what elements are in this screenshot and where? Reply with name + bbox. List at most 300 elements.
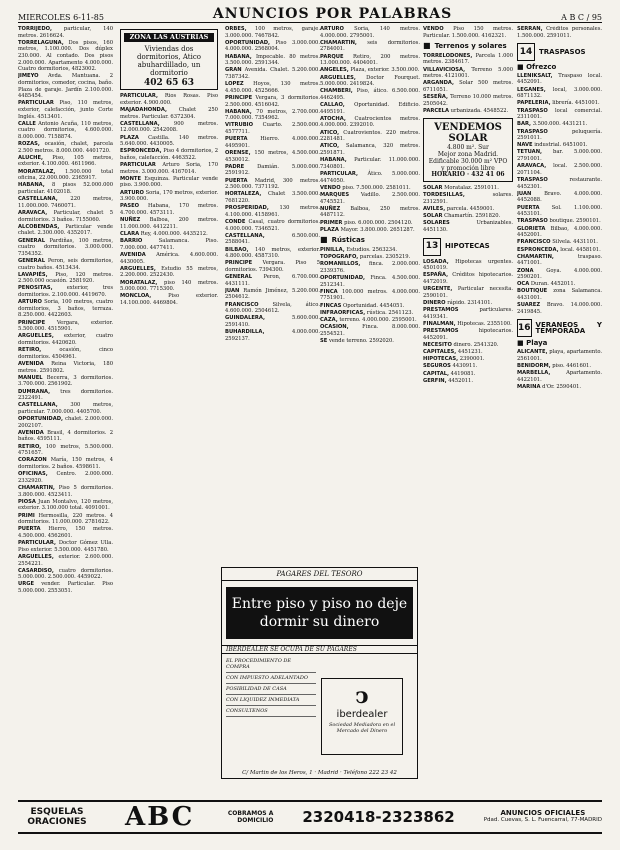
ad-keyword: CASTELLANA, xyxy=(18,402,58,409)
ad-keyword: ATOCHA, xyxy=(320,115,346,122)
ad-text: 220 metros, 11.000.000. 7460071. xyxy=(18,196,113,209)
ad-text: exterior, tres dormitorios. 2.100.000. 4419670. xyxy=(18,285,113,299)
ad-keyword: PARTICULAR xyxy=(120,162,156,169)
ad-keyword: CLARA xyxy=(120,231,140,237)
ad-text: Soria, 170 metros, exterior. 3.900.000. xyxy=(120,189,218,203)
ad-keyword: PRESTAMOS xyxy=(423,328,459,335)
ad-keyword: HIPOTECAS, xyxy=(423,356,459,363)
ad-keyword: BARRIO xyxy=(120,238,143,245)
solar-phone: HORARIO · 432 41 06 xyxy=(431,170,505,178)
classified-ad xyxy=(225,260,320,273)
ad-keyword: PRINCIPE xyxy=(225,260,253,267)
ad-text: Habana, 170 metros. 4.700.000. 4573111. xyxy=(120,203,218,217)
bottom-banner xyxy=(18,800,602,834)
ad-keyword: GERFIN, xyxy=(423,377,447,384)
classified-ad xyxy=(120,231,218,238)
ad-text: Goya. 4.000.000. 2590201. xyxy=(517,267,602,281)
pagares-list xyxy=(226,656,316,717)
classified-ad xyxy=(18,554,113,567)
playa-heading: ■ Playa xyxy=(517,339,548,348)
ad-text: Piso, 105 metros, exterior. 4.100.000. 4611966. xyxy=(18,154,113,168)
classified-ad xyxy=(120,190,218,203)
classified-ad xyxy=(320,317,420,324)
ad-keyword: PLAZA xyxy=(320,226,339,233)
classified-ad xyxy=(320,143,420,156)
ad-text: Chalet 250 metros. Particular. 6372304. xyxy=(120,106,218,120)
classified-ad xyxy=(517,163,602,176)
ad-text: 1.500.000 total oficina, 22.000.000. 2365917. xyxy=(18,168,113,182)
ad-text: local. 2.500.000. 2071104. xyxy=(517,163,602,176)
classified-ad xyxy=(225,164,320,177)
ad-keyword: CASTELLANA, xyxy=(18,196,58,203)
ad-text: Piso, 120 metros. 2.500.000 ocasión. 2581920. xyxy=(18,271,113,285)
ad-keyword: FINALMAN, xyxy=(423,320,456,327)
ad-keyword: RETIRO, xyxy=(18,443,42,450)
ad-text: industrial. 6451001. xyxy=(534,142,588,149)
classified-ad xyxy=(517,149,602,162)
ad-text: Mayor. 3.800.000. 2651287. xyxy=(340,226,415,233)
solar-line2: Mejor zona Madrid. xyxy=(437,150,499,158)
classified-ad xyxy=(120,121,218,134)
classified-ad xyxy=(320,247,420,254)
ad-text: Silvela. 4431101. xyxy=(552,239,598,246)
classified-ad xyxy=(517,205,602,218)
ad-text: 2390001. xyxy=(459,356,485,363)
ad-text: zona Salamanca. 4431001. xyxy=(517,288,602,302)
ad-text: Arturo Soria, 170 metros. 3.000.000. 4167014. xyxy=(120,162,218,175)
ad-text: Apartamento. 4422101. xyxy=(517,370,602,383)
ad-text: Juan Montalvo, 120 metros, exterior. 3.100.000 total. 4091001. xyxy=(18,498,113,512)
classified-ad xyxy=(517,384,602,391)
ad-text: ocasión, chalet, parcela 2.500 metros. 8.000.000. 4401720. xyxy=(18,141,113,154)
ad-text: Reina Victoria, 180 metros. 2591802. xyxy=(18,360,113,374)
ad-text: Madrid, 300 metros. 2.500.000. 7371192. xyxy=(225,177,320,191)
list-item: CON IMPUESTO ADELANTADO xyxy=(226,673,316,684)
ad-text: boutique. 2590101. xyxy=(549,218,601,225)
classified-ad xyxy=(18,375,113,388)
ad-text: Oportunidad. 4454051. xyxy=(343,302,405,309)
classified-ad xyxy=(18,299,113,319)
classified-ad xyxy=(18,444,113,457)
ad-text: 100.000 metros. 4.000.000. 7751901. xyxy=(320,288,420,302)
ad-text: Vergara, 3 dormitorios. 2.500.000. 4516042. xyxy=(225,94,320,108)
pagares-ad xyxy=(221,567,418,779)
classified-ad xyxy=(120,93,218,106)
ad-text: Cuatrocientos metros. 4.000.000. 2392010. xyxy=(320,115,420,129)
ad-text: Piso 150 metros. Particular. 1.500.000. 4162321. xyxy=(423,26,513,39)
ad-text: particular, 140 metros. 2616624. xyxy=(18,26,113,39)
classified-ad xyxy=(517,26,602,39)
ad-keyword: ARTURO xyxy=(18,299,42,306)
classified-ad xyxy=(18,513,113,526)
classified-ad xyxy=(18,568,113,581)
ad-text: local, 3.000.000. 6871132. xyxy=(517,86,602,100)
ad-text: 4451231. xyxy=(457,349,483,356)
ad-text: Doctor Fourquet. 5.000.000. 2419824. xyxy=(320,74,420,88)
ad-keyword: LOSADA, xyxy=(423,258,449,265)
ad-text: Brasil, 4 dormitorios. 2 baños. 4595111. xyxy=(18,429,113,443)
banner-phone: 2320418-2323862 xyxy=(302,808,455,826)
ad-keyword: RETIRO, xyxy=(18,347,42,354)
ad-keyword: LEGANES, xyxy=(517,86,546,93)
ad-text: 300 metros, particular. 7.000.000. 4405700. xyxy=(18,402,113,415)
ad-text: María, 150 metros, 4 dormitorios. 2 baños. 4598611. xyxy=(18,457,113,471)
ad-text: Terreno 5.000 metros. 4121001. xyxy=(423,66,513,80)
classified-ad xyxy=(423,206,513,213)
ad-keyword: VENDO xyxy=(423,26,444,32)
ad-keyword: CALLAO, xyxy=(320,102,345,109)
ad-keyword: ALUCHE, xyxy=(18,154,44,161)
classified-ad xyxy=(18,100,113,120)
ad-text: 900 metros. 12.000.000. 2542008. xyxy=(120,120,218,134)
ad-keyword: PRINCIPE xyxy=(225,94,253,101)
classified-ad xyxy=(517,363,602,370)
ad-text: urbanizada. 4548522. xyxy=(450,107,509,114)
ad-text: América. 4.600.000. 4430005. xyxy=(120,251,218,265)
column-3 xyxy=(225,26,320,566)
ad-keyword: PRIMER xyxy=(320,219,343,226)
ad-keyword: VILLAVICIOSA, xyxy=(423,66,466,73)
hipotecas-title: HIPOTECAS xyxy=(445,242,490,251)
classified-ad xyxy=(320,75,420,88)
ad-keyword: FINCA xyxy=(320,288,338,295)
ad-text: cuatro dormitorios. 5.000.000. 2.500.000. 4459022. xyxy=(18,567,113,581)
classified-ad xyxy=(18,361,113,374)
ad-text: Estudios. 2563234. xyxy=(346,246,398,253)
classified-ad xyxy=(517,268,602,281)
ad-text: vender. Particular. Piso 5.000.000. 2553051. xyxy=(18,581,113,595)
ad-text: chalet. 2.000.000. 2002107. xyxy=(18,416,113,429)
ad-keyword: PINILLA, xyxy=(320,246,345,253)
ad-keyword: ATICO, xyxy=(320,129,340,136)
ad-keyword: INFRAORFICAS, xyxy=(320,309,366,316)
ad-keyword: CALLE xyxy=(18,120,36,127)
list-item: CONSULTENOS xyxy=(226,706,316,717)
ad-keyword: BENIDORM, xyxy=(517,362,551,369)
classified-ad xyxy=(423,349,513,356)
ad-text: Oportunidad. Edificio. 4495191. xyxy=(320,102,420,115)
classified-ad xyxy=(225,191,320,204)
classified-ad xyxy=(517,239,602,246)
ad-text: Plaza, exterior. 3.500.000. xyxy=(350,67,420,74)
ad-text: traspaso. 4471001. xyxy=(517,253,602,267)
rusticas-section xyxy=(320,237,420,244)
ad-text: ocasión, cinco dormitorios. 4504961. xyxy=(18,347,113,360)
ad-text: Particular vende chalet. 2.300.000. 4352017. xyxy=(18,223,113,237)
ad-keyword: MORATALAZ, xyxy=(18,168,56,175)
ad-keyword: NUÑEZ xyxy=(120,217,141,224)
hipotecas-section xyxy=(423,238,513,256)
classified-ad xyxy=(120,148,218,161)
ad-title: ZONA LAS AUSTRIAS xyxy=(124,33,214,42)
ad-keyword: MARINA xyxy=(517,383,541,390)
classified-ad xyxy=(320,227,420,234)
ad-text: 100 metros, garaje. 3.000.000. 7467842. xyxy=(225,26,320,39)
ad-text: Hierro, 150 metros. 4.500.000. 4562601. xyxy=(18,526,113,539)
ad-text: 5.600.000. 2591410. xyxy=(225,315,320,328)
ad-text: 8 pisos 52.000.000 particular. 4102018. xyxy=(18,182,113,195)
ad-keyword: TORRELAGUNA, xyxy=(18,39,64,46)
classified-ad xyxy=(18,40,113,73)
ad-text: Estudio 55 metros, 2.200.000. 2522430. xyxy=(120,265,218,279)
classified-ad xyxy=(517,349,602,362)
ad-text: Moratalaz. 2591011. xyxy=(444,185,499,192)
classified-ad xyxy=(517,142,602,149)
hipotecas-number: 13 xyxy=(423,238,441,256)
logo-sub: Sociedad Mediadora en el Mercado del Dinero xyxy=(328,722,396,734)
classified-ad xyxy=(120,203,218,216)
classified-ad xyxy=(423,378,513,385)
ad-keyword: ARGUELLES, xyxy=(18,553,54,560)
ad-keyword: OPORTUNIDAD, xyxy=(320,275,366,282)
classified-ad xyxy=(225,302,320,315)
ad-keyword: OFICINAS, xyxy=(18,471,48,478)
ad-keyword: CHAMARTIN, xyxy=(517,253,554,260)
ad-text: seis dormitorios. 2784001. xyxy=(320,39,420,53)
ad-text: 100 metros, 5.500.000. 4751657. xyxy=(18,443,113,457)
solar-line3: Edificable 30.000 m² VPO y promoción libre xyxy=(428,157,508,172)
classified-ad xyxy=(225,288,320,301)
classified-ad xyxy=(225,205,320,218)
ad-text: Vergara. Piso 5 dormitorios. 7394300. xyxy=(225,260,320,273)
ad-text: 140 metros, exterior. 4.800.000. 4587310. xyxy=(225,246,320,260)
ad-keyword: PARTICULAR, xyxy=(320,171,358,177)
ad-keyword: MORATALAZ, xyxy=(120,279,158,286)
classified-ad xyxy=(225,67,320,80)
ad-keyword: PARQUE xyxy=(320,53,344,60)
ad-keyword: JUAN xyxy=(517,190,532,197)
ad-text: parcelas. 2305219. xyxy=(359,254,411,261)
ad-text: Bravo. 14.000.000. 2419845. xyxy=(517,302,602,315)
ad-keyword: NAVE xyxy=(517,142,533,149)
ad-text: vende terreno. 2592020. xyxy=(328,337,394,344)
ad-text: 6.500.000. 2588041. xyxy=(225,232,320,246)
ad-text: 4452011. xyxy=(448,377,474,384)
ad-keyword: ROZAS, xyxy=(18,141,40,148)
ad-text: Piso exterior. 14.100.000. 4469804. xyxy=(120,293,218,306)
pagares-footer: C/ Martin de los Heros, 1 · Madrid · Teléfono 222 23 42 xyxy=(242,770,397,776)
ad-keyword: ZONA xyxy=(517,267,534,274)
pagares-headline: Entre piso y piso no deje dormir su dinero xyxy=(226,587,413,639)
ad-text: Solar 500 metros. 6711051. xyxy=(423,80,513,93)
classified-ad xyxy=(18,272,113,285)
ad-keyword: CASARDISO, xyxy=(18,567,54,574)
classified-ad xyxy=(320,171,420,184)
page-title: ANUNCIOS POR PALABRAS xyxy=(212,6,453,22)
ad-keyword: BAR, xyxy=(517,121,532,128)
ad-text: Duran. 4452011. xyxy=(530,281,576,288)
ad-text: Chalet 3.500.000. 7681220. xyxy=(225,191,320,204)
classified-ad xyxy=(517,177,602,190)
classified-ad xyxy=(423,192,513,205)
classified-ad xyxy=(423,94,513,107)
ad-text: Becerra, 3 dormitorios. 3.700.000. 2561902. xyxy=(18,374,113,388)
ad-keyword: ALCOBENDAS, xyxy=(18,223,60,230)
page-header xyxy=(18,0,602,23)
classified-ad xyxy=(517,281,602,288)
ad-keyword: PROSPERIDAD, xyxy=(225,205,269,212)
classified-ad xyxy=(517,218,602,225)
ad-text: dinero. 2541320. xyxy=(453,341,499,348)
ad-keyword: PLAZA xyxy=(120,134,139,141)
classified-ad xyxy=(18,238,113,258)
column-2 xyxy=(120,26,218,566)
ad-keyword: GENERAL xyxy=(18,237,46,244)
ad-text: Particular necesita. 2590101. xyxy=(423,286,513,299)
ad-text: Hermosilla, 220 metros. 4 dormitorios. 11.000.000. 2781622. xyxy=(18,512,113,526)
ad-keyword: FRANCISCO xyxy=(517,239,551,246)
ad-text: finca. 2.000.000. 2339376. xyxy=(320,261,420,274)
ad-text: Casal, cuatro dormitorios. 4.000.000. 7346521. xyxy=(225,218,320,232)
ad-keyword: ARTURO xyxy=(120,189,144,196)
ad-text: Peron, seis dormitorios, cuatro baños. 4513434. xyxy=(18,257,113,271)
ad-keyword: ORBES, xyxy=(225,26,247,32)
classified-ad xyxy=(225,247,320,260)
ad-keyword: PADRE xyxy=(225,163,245,170)
ad-text: Esquinza. Particular vende piso. 3.900.000. xyxy=(120,175,218,189)
ad-text: Piso 5 dormitorios. 3.800.000. 4523411. xyxy=(18,485,113,498)
ad-keyword: GUINDALERA, xyxy=(225,315,265,322)
ad-keyword: SOLAR xyxy=(423,213,443,220)
classified-ad xyxy=(120,238,218,251)
ad-keyword: PENOSITAS, xyxy=(18,285,53,292)
ad-text: 3.500.000. 4431211. xyxy=(532,121,588,128)
ad-keyword: PUERTA xyxy=(225,136,248,143)
classified-ad xyxy=(517,370,602,383)
ad-text: playa, apartamento. 2561001. xyxy=(517,349,602,362)
ad-text: Castilla. 140 metros. 5.640.000. 4430005. xyxy=(120,134,218,148)
ad-keyword: PIOSA xyxy=(18,498,36,505)
list-item: EL PROCEDIMIENTO DE COMPRA xyxy=(226,656,316,673)
column-4 xyxy=(320,26,420,566)
ad-keyword: PASEO xyxy=(120,203,140,210)
ad-text: Chamartín. 2591820. xyxy=(444,213,501,220)
classified-ad xyxy=(120,252,218,265)
ad-text: librería. 4451001. xyxy=(552,100,600,107)
ad-keyword: PARCELA xyxy=(423,107,450,114)
ad-keyword: LAVAPIÉS, xyxy=(18,271,48,278)
classified-ad xyxy=(18,121,113,141)
ad-keyword: CHAMARTIN, xyxy=(18,485,55,491)
ad-keyword: PARTICULAR xyxy=(18,100,54,107)
classified-ad xyxy=(225,95,320,108)
ad-keyword: ESPAÑA, xyxy=(423,272,449,279)
ad-keyword: CAZA, xyxy=(320,317,338,323)
ad-text: Avenida. Chalet. 5.200.000. 7387342. xyxy=(225,67,320,80)
ad-keyword: VENDO xyxy=(320,184,341,191)
ad-keyword: FINCAS xyxy=(320,302,342,309)
ad-keyword: BUHARDILLA, xyxy=(225,329,265,336)
ad-text: Soria, 100 metros, cuatro dormitorios, 3 baños, terraza. 8.250.000. 4422603. xyxy=(18,299,113,319)
classified-ad xyxy=(423,259,513,272)
classified-ad xyxy=(18,526,113,539)
ad-keyword: HABANA, xyxy=(320,157,347,164)
logo-name: iberdealer xyxy=(336,709,388,720)
square-bullet-icon: ■ xyxy=(423,41,431,51)
ad-text: Urbanizables. 4451130. xyxy=(423,220,513,234)
ad-keyword: TRASPASO xyxy=(517,128,548,135)
ad-text: Hierro. 4.000.000. 4495901. xyxy=(225,136,320,149)
ad-keyword: NECESITO xyxy=(423,341,452,348)
classified-ad xyxy=(320,54,420,67)
oficiales-address: Pdad. Cuevas, S. L. Fuencarral, 77-MADRID xyxy=(483,817,602,823)
ad-keyword: SERRAN, xyxy=(517,26,543,32)
ad-keyword: GENERAL xyxy=(225,274,253,281)
ad-text: Balboa, 200 metros. 11.000.000. 4412211. xyxy=(120,217,218,230)
ad-keyword: TETUAN, xyxy=(517,149,542,156)
ad-text: Créditos personales. 1.500.000. 2591011. xyxy=(517,26,602,39)
classified-ad xyxy=(320,157,420,170)
oficiales-title: ANUNCIOS OFICIALES xyxy=(500,809,586,817)
ad-text: bar. 5.000.000. 2791001. xyxy=(517,149,602,163)
ad-text: rústica. 2541123. xyxy=(366,309,414,316)
ad-keyword: CASTELLANA, xyxy=(225,232,265,239)
playa-label: Playa xyxy=(526,339,548,348)
ad-text: particulares. 4419341. xyxy=(423,307,513,320)
abc-logo: ABC xyxy=(125,802,195,832)
classified-ad xyxy=(320,338,420,345)
ad-text: restaurante. 4452301. xyxy=(517,177,602,190)
ad-text: Créditos hipotecarios. 4472019. xyxy=(423,272,513,285)
ad-keyword: URGE xyxy=(18,581,35,588)
classified-ad xyxy=(423,185,513,192)
classified-ad xyxy=(517,302,602,315)
classified-ad xyxy=(517,254,602,267)
ad-keyword: HABANA, xyxy=(18,182,45,189)
classified-ad xyxy=(320,324,420,337)
list-item: POSIBILIDAD DE CASA xyxy=(226,684,316,695)
ad-text: Retiro, 200 metros. 13.000.000. 4404001. xyxy=(320,53,420,67)
ad-keyword: TORRIJEDO, xyxy=(18,26,52,32)
ad-text: solares. 2312591. xyxy=(423,192,513,205)
ad-keyword: GRAN xyxy=(225,67,242,74)
ad-text: hipotecarios. 4452091. xyxy=(423,328,513,341)
classified-ad xyxy=(517,121,602,128)
ad-keyword: PAPELERIA, xyxy=(517,100,551,107)
ad-keyword: MANUEL xyxy=(18,374,43,381)
classified-ad xyxy=(18,347,113,360)
ad-keyword: CASTELLANA, xyxy=(120,120,160,127)
classified-ad xyxy=(225,329,320,342)
classified-ad xyxy=(120,176,218,189)
ad-keyword: ESPRONCEDA, xyxy=(120,148,162,155)
ad-text: Rios Rosas. Piso exterior. 4.900.000. xyxy=(120,93,218,106)
classified-ad xyxy=(18,581,113,594)
ad-keyword: TOPOGRAFO, xyxy=(320,254,359,261)
solar-title: VENDEMOS SOLAR xyxy=(434,121,502,144)
ad-text: Pardiñas, 100 metros, cuatro dormitorios. 3.000.000. 7354352. xyxy=(18,237,113,257)
classified-ad xyxy=(423,342,513,349)
ad-body: Viviendas dos dormitorios, Atico abuhardillado, un dormitorio xyxy=(137,44,201,77)
ad-keyword: OPORTUNIDAD, xyxy=(225,39,271,46)
header-page: A B C / 95 xyxy=(561,13,602,22)
ad-keyword: PARTICULAR, xyxy=(120,93,158,100)
classified-ad xyxy=(423,108,513,115)
ad-keyword: OPORTUNIDAD, xyxy=(18,416,64,423)
ad-keyword: FRANCISCO xyxy=(225,301,259,308)
ad-keyword: JUAN xyxy=(225,287,240,294)
ad-text: Bilbao, 4.000.000. 4452001. xyxy=(517,225,602,239)
iberdealer-logo xyxy=(321,678,403,755)
ad-text: Soria, 140 metros. 4.000.000. 2795001. xyxy=(320,26,420,39)
classified-ad xyxy=(225,54,320,67)
iberdealer-mark-icon: ↄ xyxy=(355,683,369,709)
classified-ad xyxy=(225,81,320,94)
ad-text: Sol. 1.100.000. 4453101. xyxy=(517,204,602,218)
ad-keyword: MARQUES xyxy=(320,191,350,198)
ad-text: Particular. 11.000.000. 7340801. xyxy=(320,157,420,170)
classified-ad xyxy=(423,220,513,233)
